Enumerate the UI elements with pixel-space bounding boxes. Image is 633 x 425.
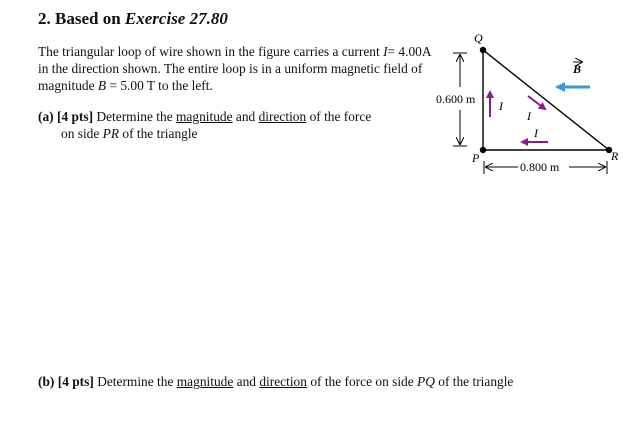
question-a-and: and: [235, 109, 256, 124]
problem-title-exercise: Exercise 27.80: [124, 9, 228, 28]
question-b-points: [4 pts]: [57, 374, 94, 389]
point-q-dot: [480, 47, 486, 53]
question-b-direction: direction: [259, 374, 307, 389]
question-b-text-2: of the force on side: [310, 374, 414, 389]
point-q-label: Q: [474, 31, 483, 45]
point-r-label: R: [611, 149, 619, 163]
current-label-rp: I: [534, 126, 538, 140]
statement-text-2: = 4.00A in the direction shown. The entire loop is in a uniform: [38, 44, 431, 76]
question-b-magnitude: magnitude: [176, 374, 234, 389]
current-variable: I: [383, 44, 388, 59]
point-p-dot: [480, 147, 486, 153]
question-a-magnitude: magnitude: [176, 109, 233, 124]
current-label-pq: I: [499, 99, 503, 113]
question-b-text-1: Determine the: [97, 374, 174, 389]
problem-title-prefix: Based on: [55, 9, 121, 28]
question-b-text-3: of the triangle: [438, 374, 514, 389]
question-a-text-3: on side: [61, 126, 100, 141]
point-p-label: P: [472, 151, 480, 165]
problem-number: 2.: [38, 9, 51, 28]
question-a-label: (a): [38, 109, 54, 124]
question-a-direction: direction: [258, 109, 307, 124]
base-label: 0.800 m: [520, 160, 560, 174]
field-label: B: [573, 62, 582, 76]
current-label-qr: I: [527, 109, 531, 123]
statement-text-1: The triangular loop of wire shown in the figure carries a current: [38, 44, 380, 59]
question-a-points: [4 pts]: [56, 109, 94, 124]
statement-text-4: = 5.00 T to the left.: [109, 78, 213, 93]
question-b-label: (b): [38, 374, 55, 389]
statement-text-3: magnetic field of magnitude: [38, 61, 423, 93]
field-variable: B: [97, 78, 107, 93]
question-b-side: PQ: [417, 374, 435, 389]
question-a-text-2: of the force: [309, 109, 372, 124]
height-label: 0.600 m: [436, 92, 476, 106]
question-a-text-1: Determine the: [96, 109, 173, 124]
question-b-and: and: [236, 374, 256, 389]
question-a-text-4: of the triangle: [122, 126, 198, 141]
question-a-side: PR: [102, 126, 120, 141]
